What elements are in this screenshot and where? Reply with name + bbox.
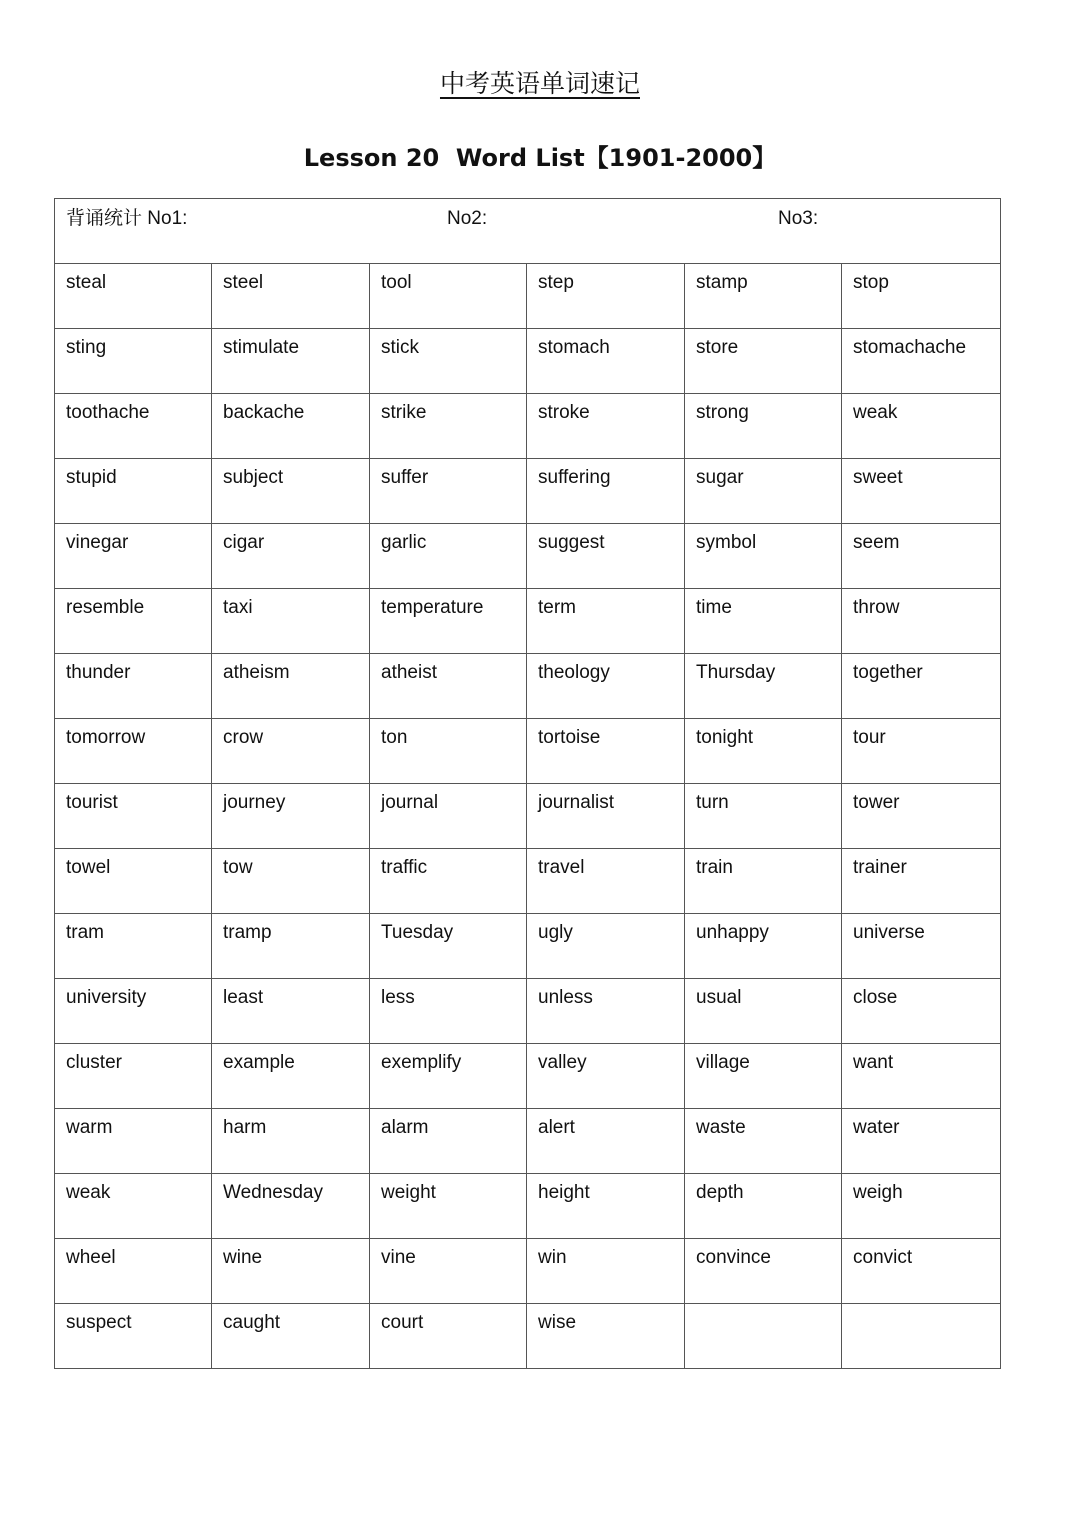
word-cell — [370, 1109, 527, 1174]
word-cell — [212, 1304, 370, 1369]
word-text: tomorrow — [66, 727, 146, 748]
word-text: subject — [223, 467, 284, 488]
word-cell — [527, 329, 685, 394]
table-row — [55, 719, 1001, 784]
word-text: ugly — [538, 922, 573, 943]
word-cell — [842, 784, 1001, 849]
word-cell — [685, 394, 842, 459]
word-cell — [55, 914, 212, 979]
word-cell — [842, 849, 1001, 914]
word-cell — [842, 1239, 1001, 1304]
word-text: suspect — [66, 1312, 132, 1333]
word-text: caught — [223, 1312, 281, 1333]
word-text: weigh — [853, 1182, 903, 1203]
word-cell — [370, 784, 527, 849]
word-text: trainer — [853, 857, 907, 878]
word-cell — [55, 654, 212, 719]
word-text: stomach — [538, 337, 610, 358]
word-cell — [55, 849, 212, 914]
word-cell — [685, 654, 842, 719]
word-text: strike — [381, 402, 427, 423]
word-text: alarm — [381, 1117, 429, 1138]
stats-no1-label: 背诵统计 No1: — [66, 208, 188, 229]
word-cell — [685, 524, 842, 589]
word-cell — [685, 784, 842, 849]
word-text: vinegar — [66, 532, 129, 553]
table-row — [55, 979, 1001, 1044]
word-text: tram — [66, 922, 104, 943]
word-cell — [685, 589, 842, 654]
word-cell — [685, 1304, 842, 1369]
word-text: weight — [381, 1182, 436, 1203]
stats-no3-label: No3: — [778, 208, 819, 229]
word-cell — [842, 264, 1001, 329]
word-cell — [842, 1109, 1001, 1174]
recitation-stats-cell — [55, 199, 1001, 264]
stats-no2-label: No2: — [447, 208, 488, 229]
table-row — [55, 1109, 1001, 1174]
word-text: Tuesday — [381, 922, 454, 943]
word-cell — [55, 1044, 212, 1109]
word-cell — [685, 459, 842, 524]
word-text: steel — [223, 272, 264, 293]
word-text: harm — [223, 1117, 267, 1138]
word-cell — [527, 914, 685, 979]
word-cell — [685, 719, 842, 784]
word-text: Thursday — [696, 662, 776, 683]
table-row — [55, 784, 1001, 849]
word-text: height — [538, 1182, 590, 1203]
word-cell — [527, 979, 685, 1044]
table-row — [55, 1044, 1001, 1109]
word-text: tower — [853, 792, 900, 813]
word-cell — [212, 264, 370, 329]
word-cell — [842, 524, 1001, 589]
word-text: suggest — [538, 532, 605, 553]
word-text: tourist — [66, 792, 118, 813]
word-text: strong — [696, 402, 749, 423]
word-text: vine — [381, 1247, 416, 1268]
word-cell — [55, 459, 212, 524]
word-cell — [55, 394, 212, 459]
word-text: example — [223, 1052, 295, 1073]
word-text: ton — [381, 727, 408, 748]
table-row — [55, 1174, 1001, 1239]
word-cell — [370, 1239, 527, 1304]
word-text: unhappy — [696, 922, 769, 943]
word-cell — [370, 1044, 527, 1109]
word-text: temperature — [381, 597, 484, 618]
word-text: crow — [223, 727, 264, 748]
word-text: wine — [223, 1247, 263, 1268]
word-text: tool — [381, 272, 412, 293]
word-text: atheism — [223, 662, 290, 683]
word-text: suffering — [538, 467, 611, 488]
table-row — [55, 1304, 1001, 1369]
word-text: close — [853, 987, 898, 1008]
word-text: warm — [66, 1117, 113, 1138]
word-text: water — [853, 1117, 900, 1138]
word-text: usual — [696, 987, 742, 1008]
word-cell — [370, 394, 527, 459]
word-text: convict — [853, 1247, 913, 1268]
word-cell — [842, 914, 1001, 979]
word-cell — [55, 329, 212, 394]
word-cell — [527, 719, 685, 784]
word-cell — [527, 654, 685, 719]
word-cell — [685, 914, 842, 979]
word-cell — [370, 719, 527, 784]
word-cell — [370, 264, 527, 329]
word-cell — [55, 784, 212, 849]
word-cell — [527, 264, 685, 329]
word-cell — [55, 1304, 212, 1369]
table-row — [55, 459, 1001, 524]
word-text: thunder — [66, 662, 131, 683]
word-text: travel — [538, 857, 585, 878]
word-cell — [212, 329, 370, 394]
word-text: stamp — [696, 272, 748, 293]
table-row — [55, 329, 1001, 394]
word-text: garlic — [381, 532, 427, 553]
word-cell — [55, 1174, 212, 1239]
word-cell — [527, 589, 685, 654]
word-cell — [370, 979, 527, 1044]
word-cell — [685, 264, 842, 329]
word-cell — [370, 1174, 527, 1239]
word-cell — [370, 524, 527, 589]
word-text: universe — [853, 922, 925, 943]
word-cell — [370, 1304, 527, 1369]
word-cell — [685, 1044, 842, 1109]
word-text: taxi — [223, 597, 253, 618]
word-cell — [527, 1109, 685, 1174]
word-text: depth — [696, 1182, 744, 1203]
word-cell — [842, 589, 1001, 654]
word-cell — [685, 979, 842, 1044]
word-text: tour — [853, 727, 886, 748]
table-row — [55, 1239, 1001, 1304]
word-cell — [370, 589, 527, 654]
word-text: together — [853, 662, 923, 683]
word-cell — [685, 849, 842, 914]
word-text: exemplify — [381, 1052, 462, 1073]
word-text: backache — [223, 402, 305, 423]
word-cell — [212, 1239, 370, 1304]
word-cell — [527, 1174, 685, 1239]
word-text: unless — [538, 987, 593, 1008]
word-cell — [55, 264, 212, 329]
word-text: stupid — [66, 467, 117, 488]
word-text: tramp — [223, 922, 272, 943]
word-cell — [55, 979, 212, 1044]
word-cell — [527, 784, 685, 849]
word-text: stimulate — [223, 337, 300, 358]
word-text: theology — [538, 662, 610, 683]
word-cell — [842, 719, 1001, 784]
word-cell — [842, 1044, 1001, 1109]
table-row — [55, 524, 1001, 589]
recitation-stats-row — [55, 199, 1001, 264]
word-cell — [55, 589, 212, 654]
word-cell — [527, 524, 685, 589]
word-text: weak — [66, 1182, 111, 1203]
word-text: court — [381, 1312, 424, 1333]
word-cell — [685, 1174, 842, 1239]
word-text: sugar — [696, 467, 744, 488]
word-cell — [212, 849, 370, 914]
word-cell — [842, 1174, 1001, 1239]
word-cell — [527, 459, 685, 524]
word-text: village — [696, 1052, 750, 1073]
recitation-stats — [55, 199, 1000, 263]
word-cell — [685, 1109, 842, 1174]
word-cell — [55, 1109, 212, 1174]
word-cell — [212, 719, 370, 784]
word-text: journey — [223, 792, 286, 813]
word-cell — [842, 394, 1001, 459]
word-text: journal — [381, 792, 439, 813]
word-cell — [842, 654, 1001, 719]
table-row — [55, 914, 1001, 979]
word-cell — [685, 1239, 842, 1304]
table-row — [55, 849, 1001, 914]
word-cell — [527, 849, 685, 914]
word-cell — [842, 329, 1001, 394]
word-cell — [842, 979, 1001, 1044]
word-text: step — [538, 272, 574, 293]
word-text: towel — [66, 857, 111, 878]
word-text: term — [538, 597, 576, 618]
word-text: stomachache — [853, 337, 967, 358]
word-cell — [55, 719, 212, 784]
word-list-table — [54, 198, 1001, 1369]
table-row — [55, 394, 1001, 459]
word-text: journalist — [538, 792, 615, 813]
lesson-title: Lesson 20 Word List【1901-2000】 — [303, 144, 777, 172]
word-cell — [212, 1174, 370, 1239]
word-text — [685, 1304, 841, 1311]
word-cell — [527, 1239, 685, 1304]
word-cell — [212, 459, 370, 524]
word-text: sweet — [853, 467, 903, 488]
word-cell — [55, 1239, 212, 1304]
word-cell — [212, 654, 370, 719]
word-cell — [212, 394, 370, 459]
word-text: traffic — [381, 857, 428, 878]
word-cell — [370, 329, 527, 394]
word-cell — [370, 654, 527, 719]
word-list-body — [55, 199, 1001, 1369]
word-text: seem — [853, 532, 900, 553]
word-cell — [212, 524, 370, 589]
word-text: wise — [538, 1312, 577, 1333]
word-text: resemble — [66, 597, 145, 618]
word-text: symbol — [696, 532, 757, 553]
word-text: train — [696, 857, 733, 878]
word-text: alert — [538, 1117, 575, 1138]
word-text: convince — [696, 1247, 771, 1268]
word-text: valley — [538, 1052, 587, 1073]
word-cell — [212, 914, 370, 979]
word-cell — [212, 784, 370, 849]
word-text: suffer — [381, 467, 429, 488]
word-cell — [842, 459, 1001, 524]
word-cell — [842, 1304, 1001, 1369]
table-row — [55, 589, 1001, 654]
word-cell — [212, 979, 370, 1044]
word-text: time — [696, 597, 732, 618]
word-text: stroke — [538, 402, 590, 423]
word-cell — [370, 914, 527, 979]
word-text: tonight — [696, 727, 754, 748]
word-text: steal — [66, 272, 107, 293]
word-text: stop — [853, 272, 889, 293]
word-text: wheel — [66, 1247, 116, 1268]
word-text: tow — [223, 857, 253, 878]
word-text: sting — [66, 337, 107, 358]
word-cell — [527, 1044, 685, 1109]
document-title: 中考英语单词速记 — [439, 69, 640, 98]
word-text: atheist — [381, 662, 437, 683]
word-text: throw — [853, 597, 900, 618]
word-cell — [527, 1304, 685, 1369]
word-cell — [370, 849, 527, 914]
word-text: Wednesday — [223, 1182, 323, 1203]
word-text: want — [853, 1052, 894, 1073]
table-row — [55, 264, 1001, 329]
word-cell — [370, 459, 527, 524]
word-text: turn — [696, 792, 729, 813]
word-cell — [55, 524, 212, 589]
word-text: university — [66, 987, 147, 1008]
word-text: least — [223, 987, 264, 1008]
word-text: cluster — [66, 1052, 122, 1073]
word-text: tortoise — [538, 727, 601, 748]
word-text: waste — [696, 1117, 746, 1138]
word-cell — [212, 1044, 370, 1109]
word-text: win — [538, 1247, 567, 1268]
word-text: cigar — [223, 532, 265, 553]
word-text: less — [381, 987, 415, 1008]
word-text: toothache — [66, 402, 150, 423]
word-text — [842, 1304, 1000, 1311]
word-text: weak — [853, 402, 898, 423]
word-cell — [527, 394, 685, 459]
table-row — [55, 654, 1001, 719]
word-cell — [685, 329, 842, 394]
word-cell — [212, 589, 370, 654]
word-text: store — [696, 337, 739, 358]
word-cell — [212, 1109, 370, 1174]
word-text: stick — [381, 337, 419, 358]
